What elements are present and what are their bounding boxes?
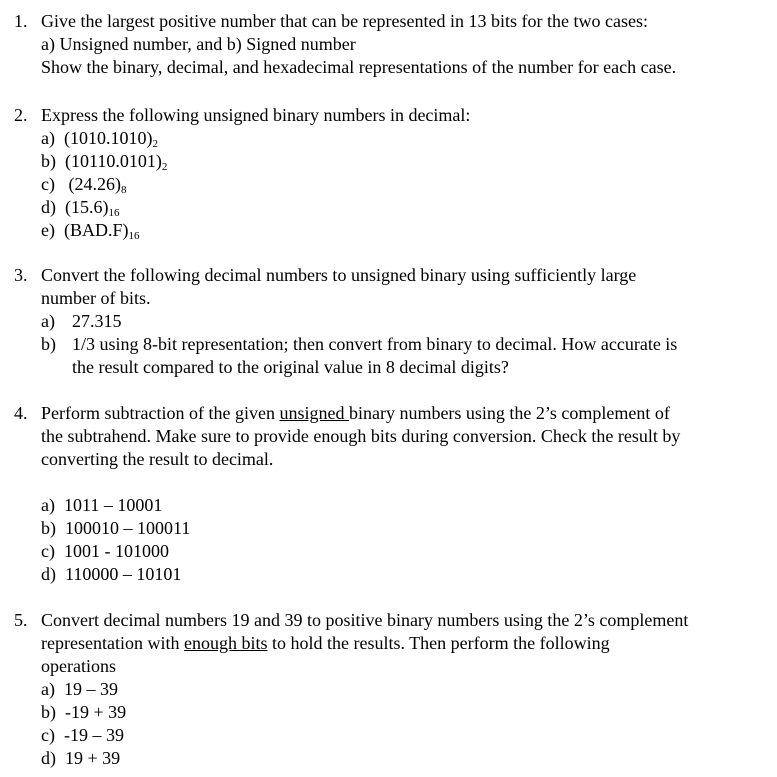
q4-item-d — [41, 563, 181, 585]
q5-item-label: d) — [41, 748, 56, 768]
q2-item-base: 2 — [161, 161, 168, 173]
q2-item-base: 8 — [120, 184, 127, 196]
q4-text-post: binary numbers using the 2’s complement of — [348, 403, 670, 423]
q2-item-value: (10110.0101) — [65, 151, 162, 171]
q2-item-c — [41, 173, 126, 195]
q5-number: 5. — [14, 610, 28, 630]
q5-item-c — [41, 724, 124, 746]
q2-item-value: (15.6) — [65, 197, 109, 217]
q2-item-d — [41, 196, 120, 218]
q3-number: 3. — [14, 265, 28, 285]
q3-text-line1: Convert the following decimal numbers to unsigned binary using sufficiently large — [41, 265, 637, 285]
q1-number: 1. — [14, 11, 28, 31]
q2-item-a — [41, 127, 158, 149]
q3-text-line2: number of bits. — [41, 288, 151, 308]
q2-item-value: (BAD.F) — [63, 220, 129, 240]
q3-item-b-label: b) — [41, 334, 56, 354]
q4-item-text: 1001 - 101000 — [63, 541, 169, 561]
q5-item-a — [41, 678, 118, 700]
q5-item-text: -19 – 39 — [63, 725, 124, 745]
q5-text-pre: representation with — [41, 633, 184, 653]
q2-item-label: e) — [41, 220, 55, 240]
q1-text-line3: Show the binary, decimal, and hexadecimal representations of the number for each case. — [41, 57, 677, 77]
q5-item-d — [41, 747, 120, 769]
q5-item-text: 19 + 39 — [65, 748, 121, 768]
q5-item-text: -19 + 39 — [65, 702, 127, 722]
q4-text-line1 — [41, 402, 670, 424]
q3-item-b-line2: the result compared to the original value in 8 decimal digits? — [72, 357, 509, 377]
q5-item-b — [41, 701, 126, 723]
q2-item-b — [41, 150, 167, 172]
q4-item-label: a) — [41, 495, 55, 515]
q4-item-a — [41, 494, 162, 516]
q2-item-base: 16 — [128, 230, 140, 242]
q4-underlined-word: unsigned — [279, 403, 349, 423]
q5-item-text: 19 – 39 — [63, 679, 118, 699]
q4-item-label: c) — [41, 541, 55, 561]
q5-text-line2 — [41, 632, 610, 654]
q4-number: 4. — [14, 403, 28, 423]
q5-text-line1: Convert decimal numbers 19 and 39 to positive binary numbers using the 2’s complement — [41, 610, 689, 630]
q3-item-a-label: a) — [41, 311, 55, 331]
q1-text-line2: a) Unsigned number, and b) Signed number — [41, 34, 356, 54]
q4-item-label: d) — [41, 564, 56, 584]
q5-text-post: to hold the results. Then perform the following — [267, 633, 610, 653]
q4-item-text: 100010 – 100011 — [65, 518, 191, 538]
q4-item-label: b) — [41, 518, 56, 538]
q5-underlined-phrase: enough bits — [183, 633, 268, 653]
q2-number: 2. — [14, 105, 28, 125]
q2-item-label: a) — [41, 128, 55, 148]
q2-item-label: d) — [41, 197, 56, 217]
q3-item-b-line1: 1/3 using 8-bit representation; then convert from binary to decimal. How accurate is — [72, 334, 678, 354]
q5-text-line3: operations — [41, 656, 116, 676]
q2-item-value: (24.26) — [68, 174, 121, 194]
q4-item-text: 110000 – 10101 — [65, 564, 182, 584]
q5-item-label: b) — [41, 702, 56, 722]
q2-item-label: b) — [41, 151, 56, 171]
q1-text-line1: Give the largest positive number that can be represented in 13 bits for the two cases: — [41, 11, 648, 31]
q2-item-base: 2 — [152, 138, 158, 150]
q3-item-a-text: 27.315 — [72, 311, 122, 331]
q4-item-c — [41, 540, 169, 562]
q5-item-label: a) — [41, 679, 55, 699]
q2-item-base: 16 — [108, 207, 120, 219]
q2-item-label: c) — [41, 174, 55, 194]
q5-item-label: c) — [41, 725, 55, 745]
q4-text-pre: Perform subtraction of the given — [41, 403, 280, 423]
q2-text: Express the following unsigned binary numbers in decimal: — [41, 105, 471, 125]
q4-item-b — [41, 517, 190, 539]
q2-item-e — [41, 219, 140, 241]
q4-text-line3: converting the result to decimal. — [41, 449, 274, 469]
q4-text-line2: the subtrahend. Make sure to provide enough bits during conversion. Check the result by — [41, 426, 681, 446]
q4-item-text: 1011 – 10001 — [63, 495, 163, 515]
q2-item-value: (1010.1010) — [63, 128, 153, 148]
